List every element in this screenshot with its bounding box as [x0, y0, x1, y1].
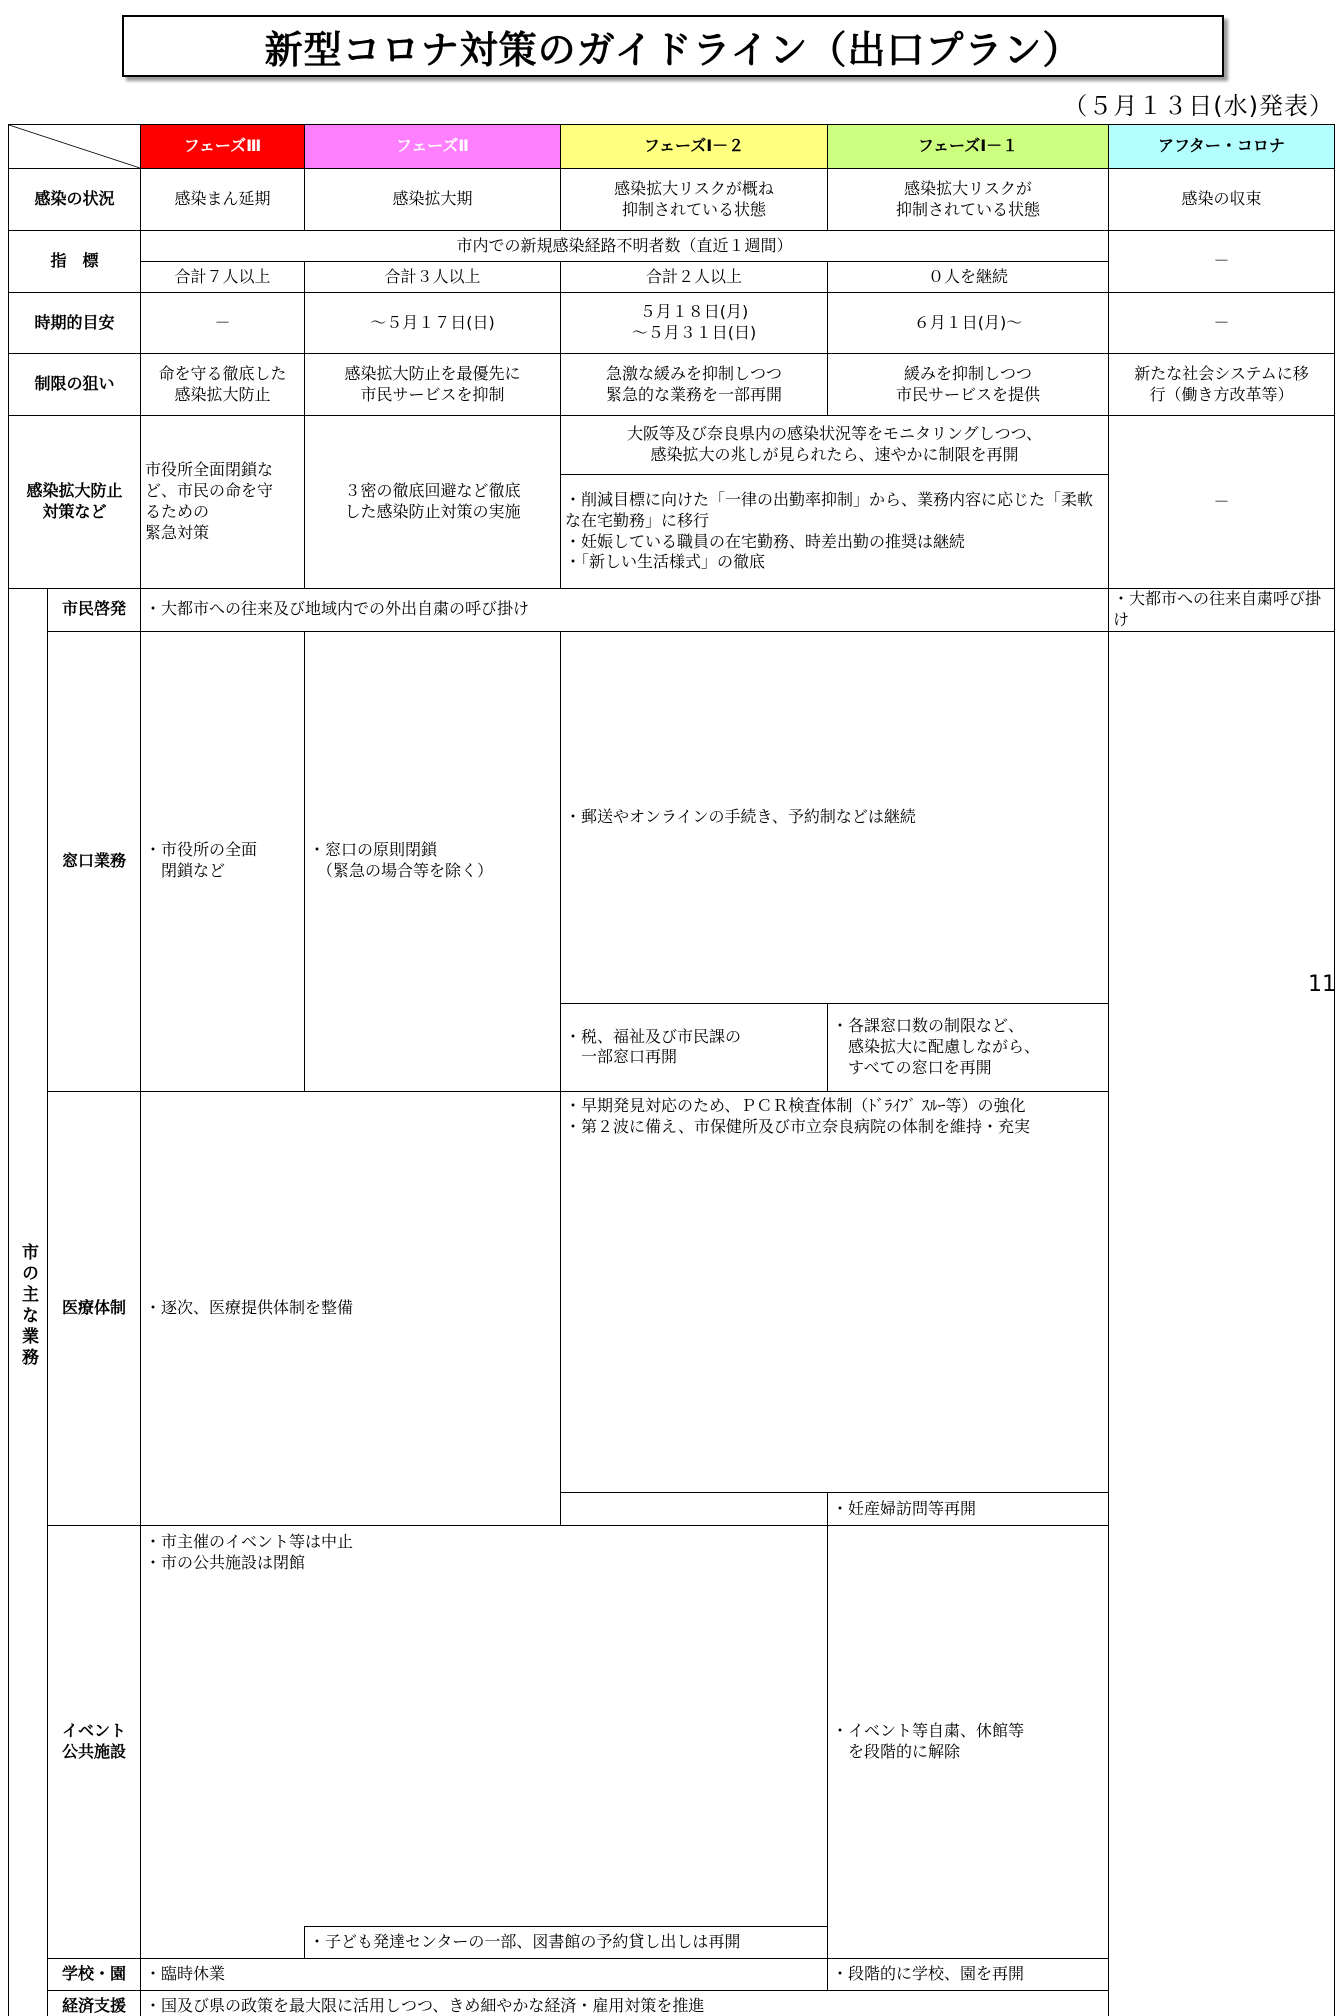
timing-after: －	[1109, 293, 1335, 354]
indicator-phase-2: 合計３人以上	[305, 262, 561, 293]
timing-phase-1-1: ６月１日(月)～	[828, 293, 1109, 354]
school-phase-1-1: ・段階的に学校、園を再開	[828, 1959, 1109, 1991]
indicator-phase-3: 合計７人以上	[141, 262, 305, 293]
counter-phase-1-2: ・税、福祉及び市民課の 一部窓口再開	[561, 1003, 828, 1091]
row-label-school: 学校・園	[48, 1959, 141, 1991]
medical-phase-1-2-empty	[561, 1493, 828, 1526]
guideline-table	[8, 124, 1335, 2016]
enlightenment-main: ・大都市への往来及び地域内での外出自粛の呼び掛け	[141, 589, 1109, 632]
aim-phase-2: 感染拡大防止を最優先に 市民サービスを抑制	[305, 354, 561, 416]
event-main: ・市主催のイベント等は中止 ・市の公共施設は閉館	[141, 1526, 828, 1927]
measures-phase-1-monitoring: 大阪等及び奈良県内の感染状況等をモニタリングしつつ、 感染拡大の兆しが見られたら、速やかに制限を再開	[561, 416, 1109, 475]
enlightenment-phase-1-1: ・大都市への往来自粛呼び掛け	[1109, 589, 1335, 632]
header-after-corona: アフター・コロナ	[1109, 125, 1335, 169]
diagonal-line	[9, 125, 140, 168]
measures-phase-2: ３密の徹底回避など徹底 した感染防止対策の実施	[305, 416, 561, 589]
row-label-economy: 経済支援	[48, 1991, 141, 2016]
timing-phase-3: －	[141, 293, 305, 354]
medical-phase-1: ・早期発見対応のため、ＰＣＲ検査体制（ﾄﾞﾗｲﾌﾞ ｽﾙｰ等）の強化 ・第２波に備え、市保健所及び市立奈良病院の体制を維持・充実	[561, 1091, 1109, 1492]
counter-phase-1-common: ・郵送やオンラインの手続き、予約制などは継続	[561, 631, 1109, 1003]
announcement-date: （５月１３日(水)発表）	[1063, 86, 1334, 121]
measures-item: ・「新しい生活様式」の徹底	[565, 552, 1104, 573]
page-number: 11	[1308, 972, 1336, 997]
row-label-measures: 感染拡大防止 対策など	[9, 416, 141, 589]
aim-phase-1-1: 緩みを抑制しつつ 市民サービスを提供	[828, 354, 1109, 416]
infection-phase-3: 感染まん延期	[141, 169, 305, 231]
event-sub: ・子ども発達センターの一部、図書館の予約貸し出しは再開	[305, 1927, 828, 1959]
page-title: 新型コロナ対策のガイドライン（出口プラン）	[122, 15, 1224, 77]
event-phase-1-1: ・イベント等自粛、休館等 を段階的に解除	[828, 1526, 1109, 1959]
school-main: ・臨時休業	[141, 1959, 828, 1991]
row-label-city-operations-cell	[9, 589, 48, 2016]
row-label-indicator: 指 標	[9, 231, 141, 293]
row-label-timing: 時期的目安	[9, 293, 141, 354]
timing-phase-1-2: ５月１８日(月) ～５月３１日(日)	[561, 293, 828, 354]
indicator-after: －	[1109, 231, 1335, 293]
infection-phase-1-2: 感染拡大リスクが概ね 抑制されている状態	[561, 169, 828, 231]
infection-phase-1-1: 感染拡大リスクが 抑制されている状態	[828, 169, 1109, 231]
aim-phase-1-2: 急激な緩みを抑制しつつ 緊急的な業務を一部再開	[561, 354, 828, 416]
aim-after: 新たな社会システムに移 行（働き方改革等）	[1109, 354, 1335, 416]
measures-phase-1-list	[561, 475, 1109, 589]
measures-after: －	[1109, 416, 1335, 589]
header-corner	[9, 125, 141, 169]
timing-phase-2: ～５月１７日(日)	[305, 293, 561, 354]
medical-phase-1-1: ・妊産婦訪問等再開	[828, 1493, 1109, 1526]
counter-phase-2: ・窓口の原則閉鎖 （緊急の場合等を除く）	[305, 631, 561, 1091]
header-phase-1-1: フェーズⅠ－１	[828, 125, 1109, 169]
event-phase-3-empty	[141, 1927, 305, 1959]
indicator-phase-1-1: ０人を継続	[828, 262, 1109, 293]
row-label-enlightenment: 市民啓発	[48, 589, 141, 632]
aim-phase-3: 命を守る徹底した 感染拡大防止	[141, 354, 305, 416]
indicator-description: 市内での新規感染経路不明者数（直近１週間）	[141, 231, 1109, 262]
indicator-phase-1-2: 合計２人以上	[561, 262, 828, 293]
row-label-counter: 窓口業務	[48, 631, 141, 1091]
measures-item: ・妊娠している職員の在宅勤務、時差出勤の推奨は継続	[565, 532, 1104, 553]
header-phase-2: フェーズⅡ	[305, 125, 561, 169]
row-label-infection: 感染の状況	[9, 169, 141, 231]
row-label-event: イベント 公共施設	[48, 1526, 141, 1959]
counter-phase-3: ・市役所の全面 閉鎖など	[141, 631, 305, 1091]
medical-main: ・逐次、医療提供体制を整備	[141, 1091, 561, 1525]
economy-main: ・国及び県の政策を最大限に活用しつつ、きめ細やかな経済・雇用対策を推進	[141, 1991, 1109, 2016]
infection-phase-2: 感染拡大期	[305, 169, 561, 231]
row-label-aim: 制限の狙い	[9, 354, 141, 416]
counter-phase-1-1: ・各課窓口数の制限など、 感染拡大に配慮しながら、 すべての窓口を再開	[828, 1003, 1109, 1091]
measures-item: ・削減目標に向けた「一律の出勤率抑制」から、業務内容に応じた「柔軟な在宅勤務」に移行	[565, 490, 1104, 532]
row-label-medical: 医療体制	[48, 1091, 141, 1525]
measures-phase-3: 市役所全面閉鎖な ど、市民の命を守 るための 緊急対策	[141, 416, 305, 589]
infection-after: 感染の収束	[1109, 169, 1335, 231]
row-label-city-operations: 市の主な業務	[17, 1243, 39, 1369]
header-phase-3: フェーズⅢ	[141, 125, 305, 169]
header-phase-1-2: フェーズⅠ－２	[561, 125, 828, 169]
